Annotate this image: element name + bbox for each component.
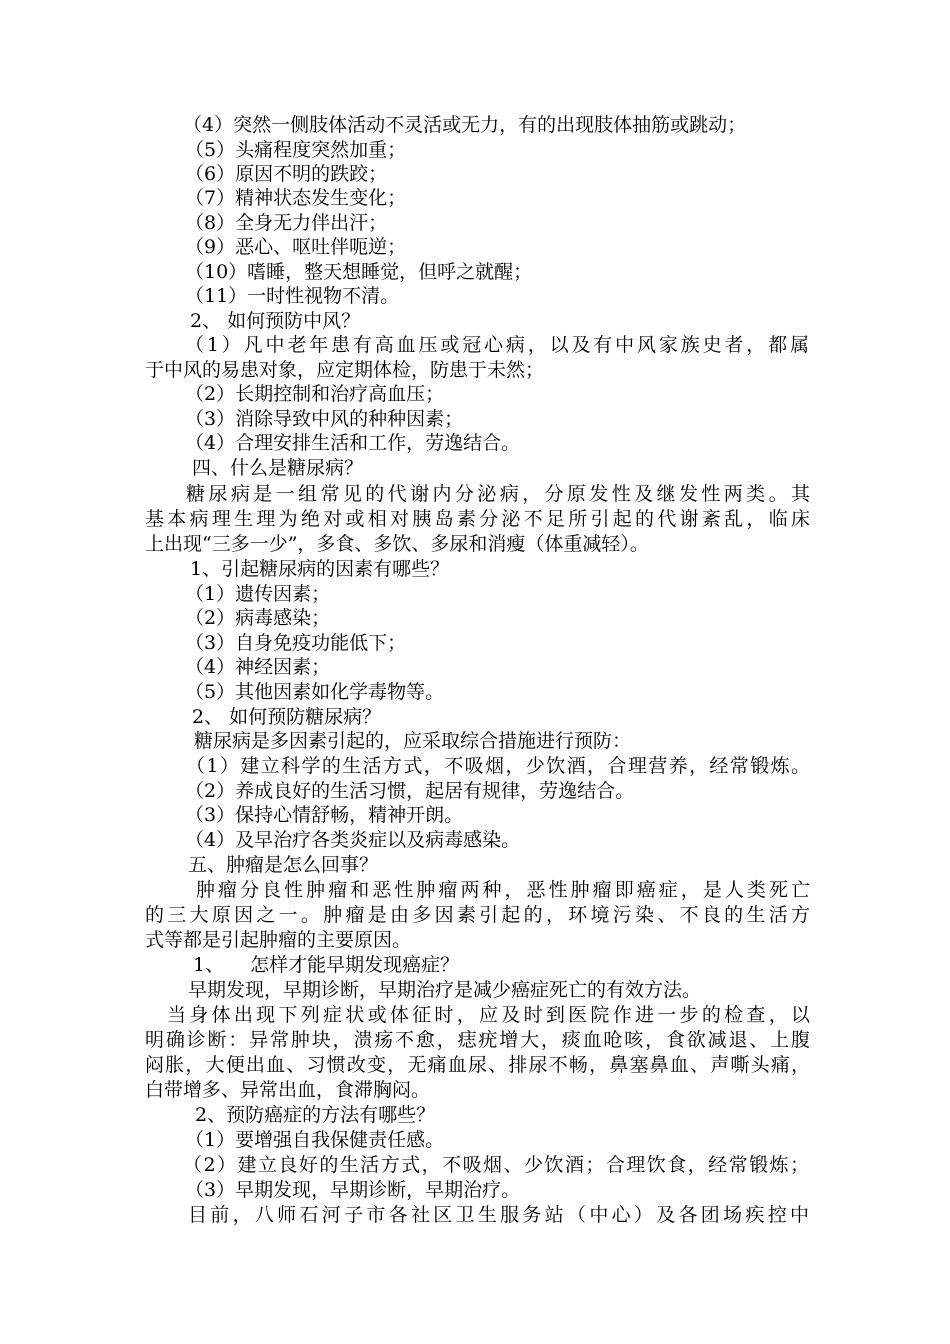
text-line: （2）养成良好的生活习惯，起居有规律，劳逸结合。 [185,780,635,802]
text-line: 基本病理生理为绝对或相对胰岛素分泌不足所引起的代谢紊乱，临床 [145,508,810,530]
text-line: （10）嗜睡，整天想睡觉，但呼之就醒； [185,261,533,283]
section-heading: 1、引起糖尿病的因素有哪些？ [190,558,450,580]
text-line: （6）原因不明的跌跤； [185,163,388,185]
text-line: 上出现“三多一少”，多食、多饮、多尿和消瘦（体重减轻）。 [145,533,649,555]
text-line: 的三大原因之一。肿瘤是由多因素引起的，环境污染、不良的生活方 [145,904,810,926]
text-line: 闷胀，大便出血、习惯改变，无痛血尿、排尿不畅，鼻塞鼻血、声嘶头痛， [145,1054,810,1076]
text-line: 糖尿病是多因素引起的，应采取综合措施进行预防： [194,730,632,752]
text-line: （1）凡中老年患有高血压或冠心病，以及有中风家族史者，都属 [185,334,809,356]
section-heading: 2、 如何预防中风？ [190,310,361,332]
text-line: （4）及早治疗各类炎症以及病毒感染。 [185,829,521,851]
text-line: 明确诊断：异常肿块，溃疡不愈，痣疣增大，痰血呛咳，食欲减退、上腹 [145,1029,810,1051]
text-line: （4）神经因素； [185,656,331,678]
section-heading: 四、什么是糖尿病？ [192,457,364,479]
text-line: 糖尿病是一组常见的代谢内分泌病，分原发性及继发性两类。其 [186,483,810,505]
text-line: （1）遗传因素； [185,583,331,605]
section-heading: 2、 如何预防糖尿病？ [192,706,382,728]
text-line: （11）一时性视物不清。 [185,285,400,307]
text-line: （7）精神状态发生变化； [185,187,407,209]
text-line: （3）自身免疫功能低下； [185,632,407,654]
text-line: （1）建立科学的生活方式，不吸烟，少饮酒，合理营养，经常锻炼。 [186,755,810,777]
text-line: （3）保持心情舒畅，精神开朗。 [185,804,464,826]
text-line: 目前，八师石河子市各社区卫生服务站（中心）及各团场疾控中 [188,1204,809,1226]
text-line: （2）病毒感染； [185,607,331,629]
text-line: （8）全身无力伴出汗； [185,212,388,234]
text-line: （5）头痛程度突然加重； [185,139,407,161]
text-line: 当身体出现下列症状或体征时，应及时到医院作进一步的检查，以 [167,1004,810,1026]
text-line: 肿瘤分良性肿瘤和恶性肿瘤两种，恶性肿瘤即癌症，是人类死亡 [196,879,810,901]
text-line: 早期发现，早期诊断，早期治疗是减少癌症死亡的有效方法。 [188,979,702,1001]
text-line: （1）要增强自我保健责任感。 [185,1129,445,1151]
text-line: 白带增多、异常出血，食滞胸闷。 [145,1079,431,1101]
text-line: （3）早期发现，早期诊断，早期治疗。 [185,1179,521,1201]
text-line: （3）消除导致中风的种种因素； [185,408,464,430]
text-line: 于中风的易患对象，应定期体检，防患于未然； [145,359,545,381]
text-line: 式等都是引起肿瘤的主要原因。 [145,929,412,951]
text-line: （2）建立良好的生活方式，不吸烟、少饮酒；合理饮食，经常锻炼； [183,1154,809,1176]
section-heading: 2、预防癌症的方法有哪些？ [195,1104,436,1126]
text-line: （4）突然一侧肢体活动不灵活或无力，有的出现肢体抽筋或跳动； [183,114,747,136]
section-heading: 五、肿瘤是怎么回事？ [188,854,379,876]
text-line: （4）合理安排生活和工作，劳逸结合。 [185,432,521,454]
text-line: （5）其他因素如化学毒物等。 [185,681,445,703]
text-line: （2）长期控制和治疗高血压； [185,383,445,405]
text-line: （9）恶心、呕吐伴呃逆； [185,236,407,258]
section-heading: 1、 怎样才能早期发现癌症？ [193,954,460,976]
